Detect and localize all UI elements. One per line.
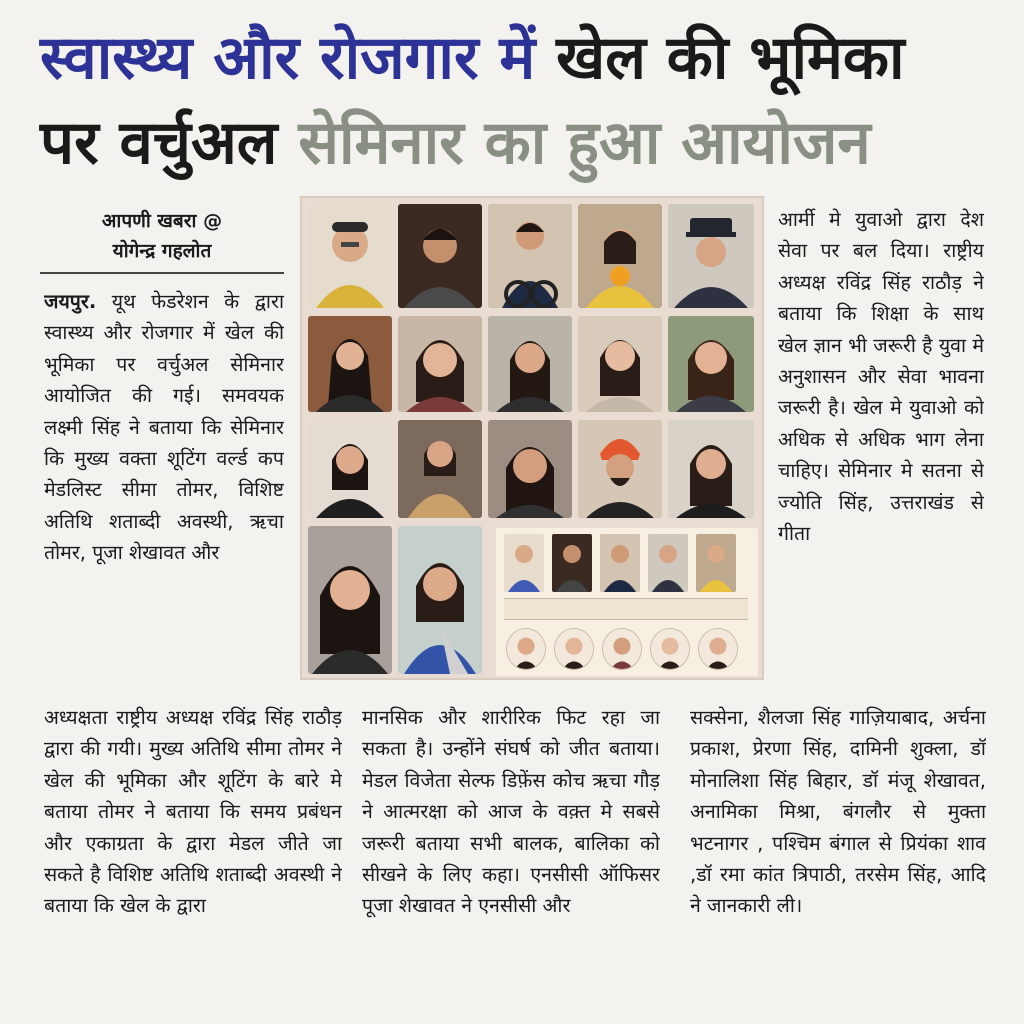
participant-photo [308,526,392,674]
byline-divider [40,272,284,274]
headline-part-blue: स्वास्थ्य और रोजगार में [40,23,536,93]
participant-photo [398,316,482,412]
headline-line-2 [40,108,1000,178]
caption-strip [504,598,748,620]
participant-photo [398,526,482,674]
speaker-thumb [696,534,736,592]
participant-photo [668,316,754,412]
speaker-thumb [600,534,640,592]
participant-photo [308,316,392,412]
speaker-thumb [552,534,592,592]
participant-photo [398,204,482,308]
byline [40,206,284,266]
headline-line-1 [40,23,1000,93]
participant-thumb [698,628,738,670]
article-column-3-top: आर्मी मे युवाओ द्वारा देश सेवा पर बल दिया। राष्ट्रीय अध्यक्ष रविंद्र सिंह राठौड़ ने बताया कि शिक्षा के साथ खेल ज्ञान भी जरूरी है युवा मे अनुशासन और सेवा भावना जरूरी है। खेल मे युवाओ को अधिक से अधिक भाग लेना चाहिए। सेमिनार मे सतना से ज्योति सिंह, उत्तराखंड से गीता [778,208,984,546]
participant-photo [398,420,482,518]
participant-photo [578,204,662,308]
participant-photo [668,204,754,308]
participant-photo [488,420,572,518]
participant-thumb [554,628,594,670]
speaker-thumb [504,534,544,592]
participant-thumb [602,628,642,670]
article-column-2: मानसिक और शारीरिक फिट रहा जा सकता है। उन्होंने संघर्ष को जीत बताया। मेडल विजेता सेल्फ डिफ़ेंस कोच ऋचा गौड़ ने आत्मरक्षा को आज के वक़्त मे सबसे जरूरी बताया सभी बालक, बालिका को सीखने के लिए कहा। एनसीसी ऑफिसर पूजा शेखावत ने एनसीसी और [362,706,660,918]
participant-thumb [506,628,546,670]
headline-part-black: खेल की भूमिका [535,23,905,93]
speakers-panel [496,528,758,676]
participant-thumb [650,628,690,670]
article-column-1-top [44,286,284,569]
participant-photo [488,204,572,308]
speaker-thumb [648,534,688,592]
dateline: जयपुर. [44,290,97,313]
participant-photo [578,420,662,518]
headline-part-gray: सेमिनार का हुआ आयोजन [298,108,871,178]
participant-photo [308,420,392,518]
participants-photo-collage [300,196,764,680]
participant-photo [578,316,662,412]
article-column-3-bottom: सक्सेना, शैलजा सिंह गाज़ियाबाद, अर्चना प्रकाश, प्रेरणा सिंह, दामिनी शुक्ला, डॉ मोनालिशा सिंह बिहार, डॉ मंजू शेखावत, अनामिका मिश्रा, बंगलौर से मुक्ता भटनागर , पश्चिम बंगाल से प्रियंका शाव ,डॉ रमा कांत त्रिपाठी, तरसेम सिंह, आदि ने जानकारी ली। [690,706,986,918]
participant-photo [308,204,392,308]
headline-part-black-2: पर वर्चुअल [40,108,299,178]
byline-author: योगेन्द्र गहलोत [112,240,212,262]
article-column-1-bottom: अध्यक्षता राष्ट्रीय अध्यक्ष रविंद्र सिंह राठौड़ द्वारा की गयी। मुख्य अतिथि सीमा तोमर ने खेल की भूमिका और शूटिंग के बारे मे बताया तोमर ने बताया कि समय प्रबंधन और एकाग्रता के द्वारा मेडल जीते जा सकते है विशिष्ट अतिथि शताब्दी अवस्थी ने बताया कि खेल के द्वारा [44,706,342,918]
byline-source: आपणी खबरा @ [101,210,223,232]
participant-photo [668,420,754,518]
article-text-col1-top: यूथ फेडरेशन के द्वारा स्वास्थ्य और रोजगार में खेल की भूमिका पर वर्चुअल सेमिनार आयोजित की गई। समवयक लक्ष्मी सिंह ने बताया कि सेमिनार कि मुख्य वक्ता शूटिंग वर्ल्ड कप मेडलिस्ट सीमा तोमर, विशिष्ट अतिथि शताब्दी अवस्थी, ऋचा तोमर, पूजा शेखावत और [44,290,284,565]
participant-photo [488,316,572,412]
